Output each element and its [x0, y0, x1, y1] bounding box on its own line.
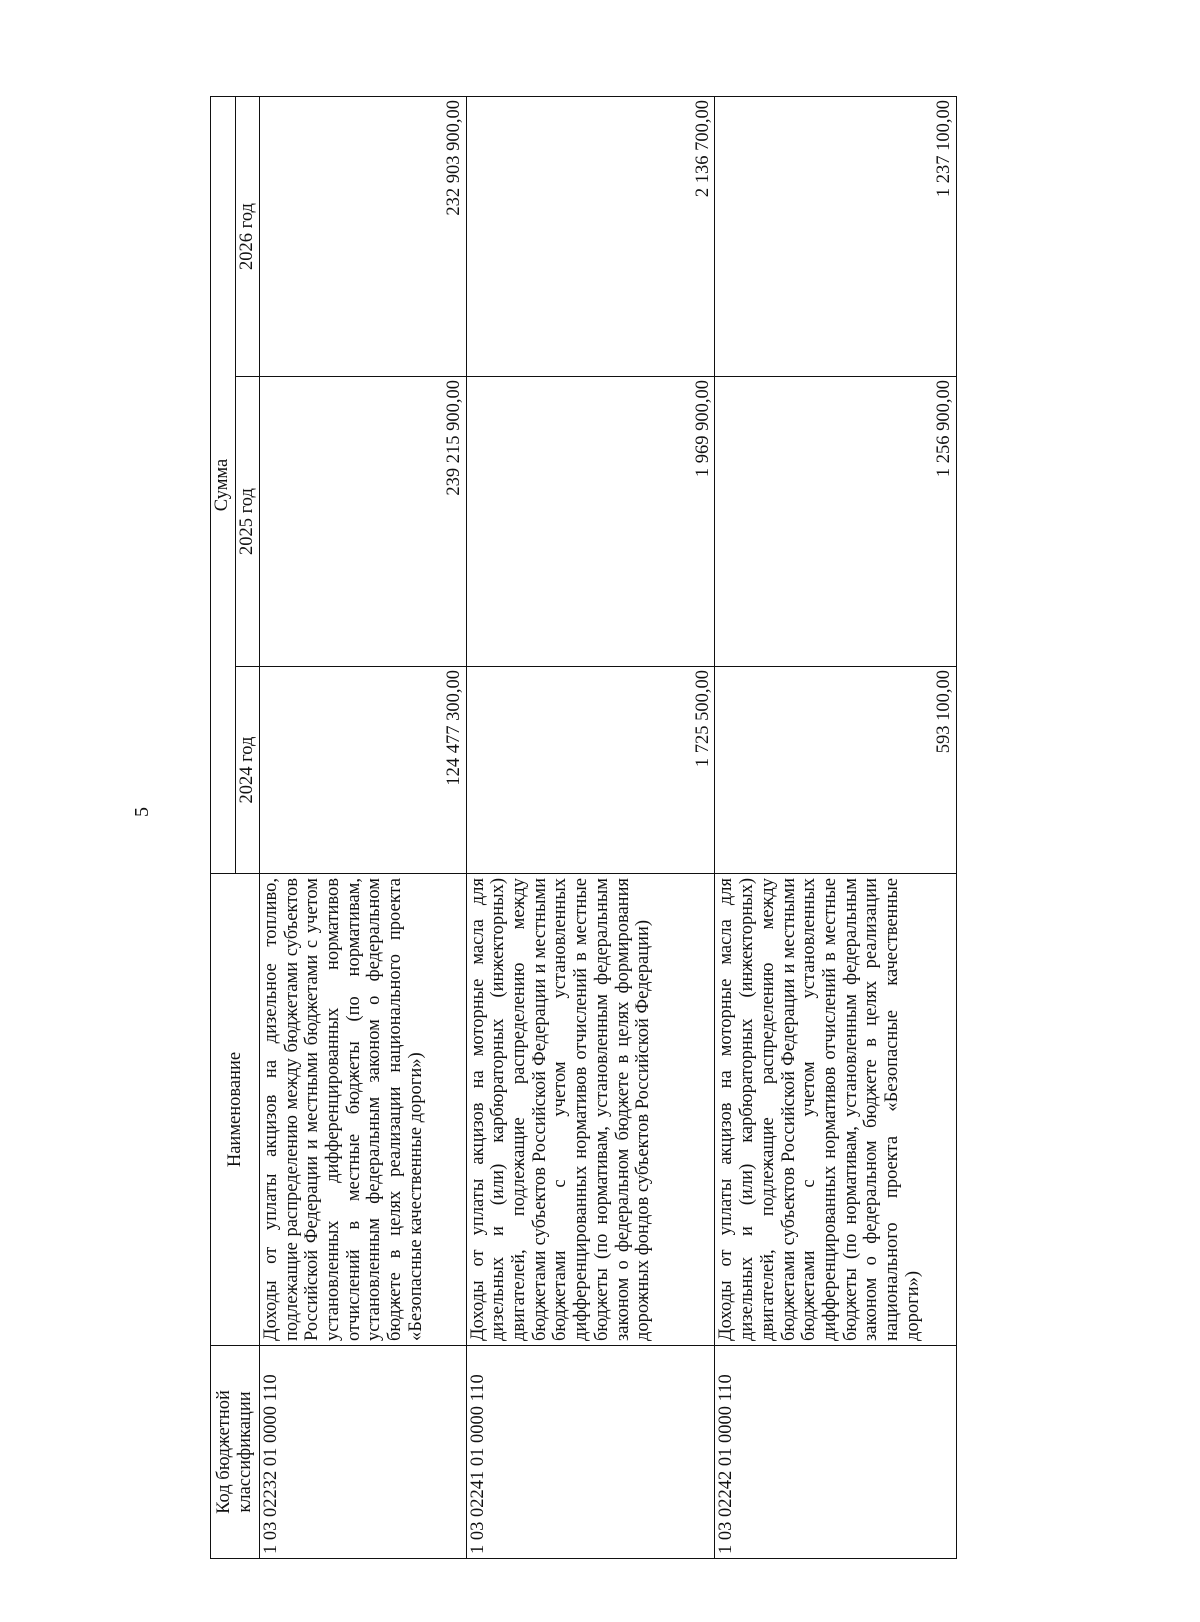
- row-value-2024: 124 477 300,00: [259, 667, 466, 874]
- table-container: [210, 97, 957, 1559]
- table-row: [466, 96, 715, 1558]
- row-value-2024: 1 725 500,00: [466, 667, 715, 874]
- header-year-2025: 2025 год: [235, 377, 259, 667]
- row-value-2026: 232 903 900,00: [259, 96, 466, 376]
- row-value-2026: 2 136 700,00: [466, 96, 715, 376]
- revenue-table: [210, 96, 957, 1559]
- header-sum: Сумма: [211, 96, 236, 873]
- row-value-2025: 1 256 900,00: [715, 377, 957, 667]
- header-row: [211, 96, 236, 1558]
- row-name: Доходы от уплаты акцизов на дизельное топливо, подлежащие распределению между бюджетами субъектов Российской Федерации и местными бюджетами с учетом установленных дифференцированных нормативов отчислений в местные бюджеты (по нормативам, установленным федеральным законом о федеральном бюджете в целях реализации национального проекта «Безопасные качественные дороги»): [259, 874, 466, 1346]
- header-name: Наименование: [211, 874, 260, 1346]
- row-value-2025: 1 969 900,00: [466, 377, 715, 667]
- table-row: [715, 96, 957, 1558]
- table-row: [259, 96, 466, 1558]
- page-number: 5: [131, 807, 153, 817]
- row-name: Доходы от уплаты акцизов на моторные масла для дизельных и (или) карбюраторных (инжекторных) двигателей, подлежащие распределению между бюджетами субъектов Российской Федерации и местными бюджетами с учетом установленных дифференцированных нормативов отчислений в местные бюджеты (по нормативам, установленным федеральным законом о федеральном бюджете в целях формирования дорожных фондов субъектов Российской Федерации): [466, 874, 715, 1346]
- row-code: 1 03 02242 01 0000 110: [715, 1346, 957, 1559]
- row-code: 1 03 02232 01 0000 110: [259, 1346, 466, 1559]
- row-name: Доходы от уплаты акцизов на моторные масла для дизельных и (или) карбюраторных (инжекторных) двигателей, подлежащие распределению между бюджетами субъектов Российской Федерации и местными бюджетами с учетом установленных дифференцированных нормативов отчислений в местные бюджеты (по нормативам, установленным федеральным законом о федеральном бюджете в целях реализации национального проекта «Безопасные качественные дороги»): [715, 874, 957, 1346]
- header-code: Код бюджетной классификации: [211, 1346, 260, 1559]
- rotated-table-frame: [210, 97, 957, 1559]
- row-value-2026: 1 237 100,00: [715, 96, 957, 376]
- row-code: 1 03 02241 01 0000 110: [466, 1346, 715, 1559]
- header-year-2026: 2026 год: [235, 96, 259, 376]
- row-value-2025: 239 215 900,00: [259, 377, 466, 667]
- row-value-2024: 593 100,00: [715, 667, 957, 874]
- header-year-2024: 2024 год: [235, 667, 259, 874]
